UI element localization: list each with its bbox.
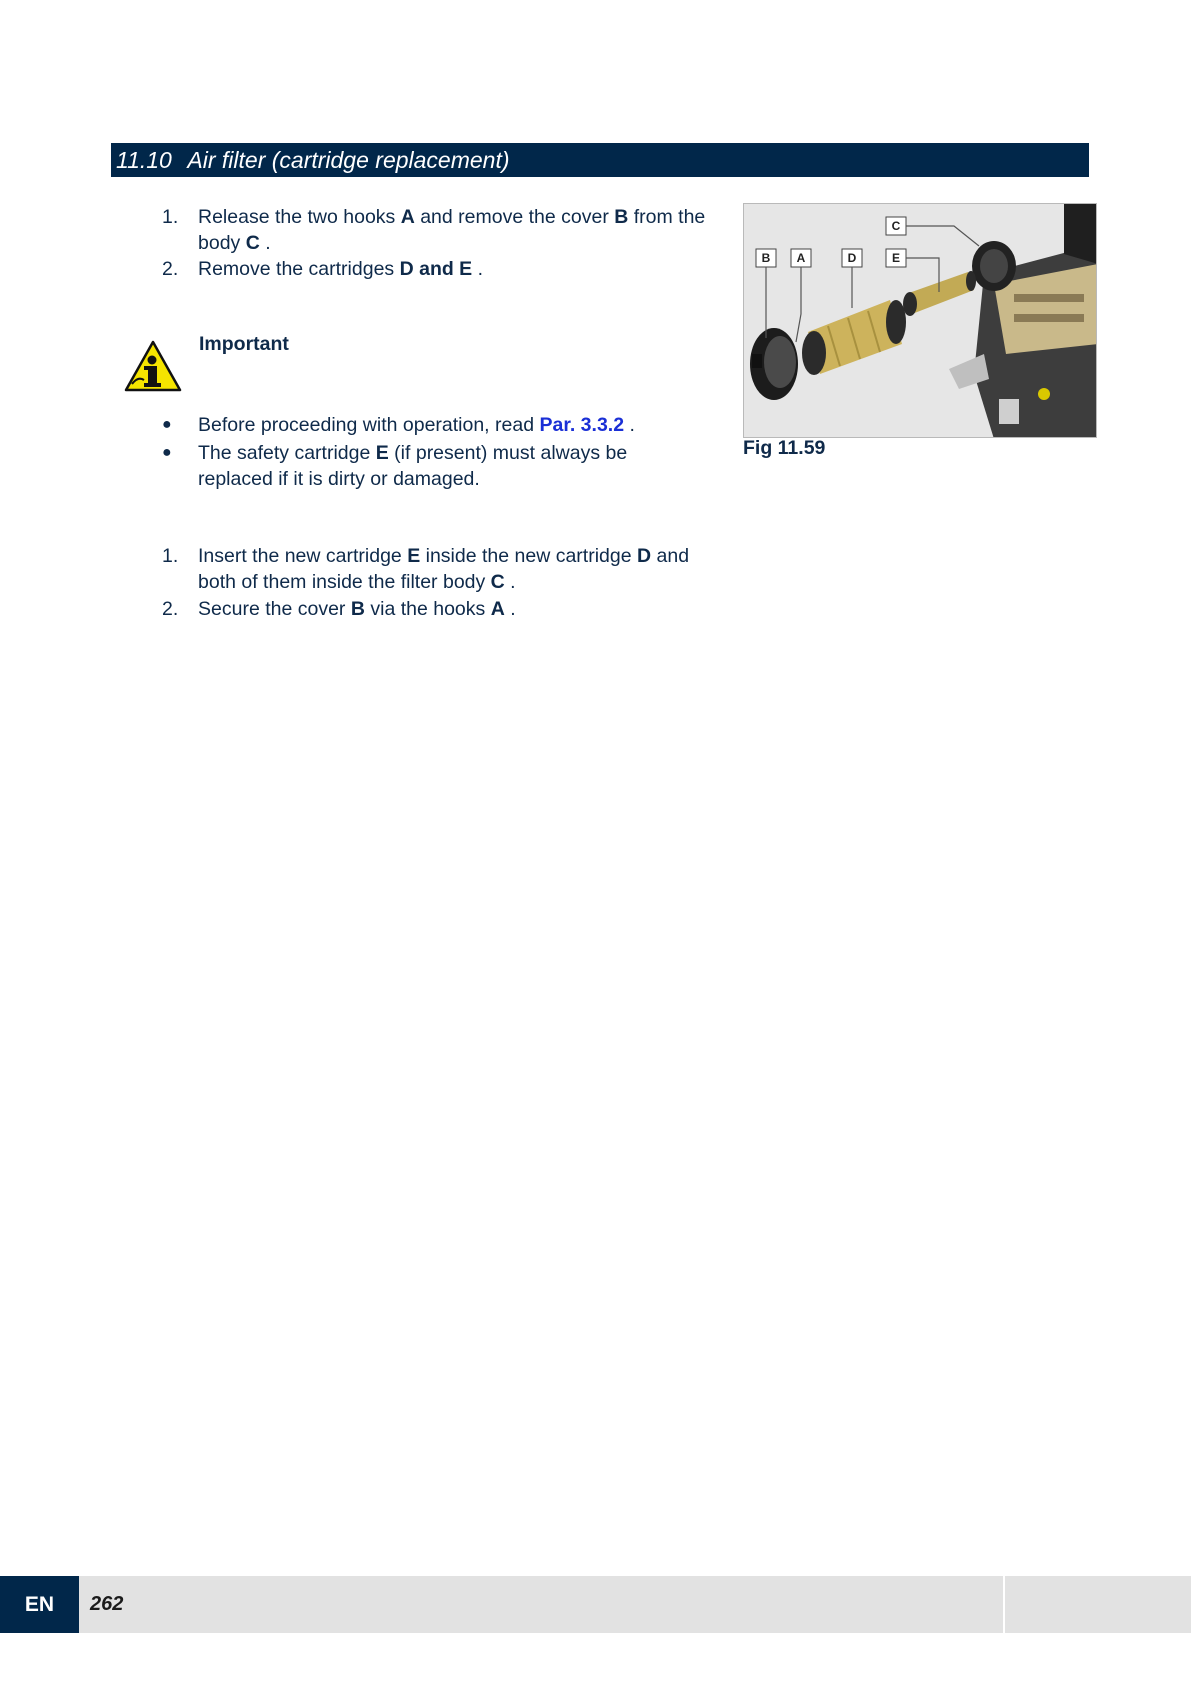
step-number: 1. — [162, 545, 179, 567]
text-run: . — [259, 232, 271, 254]
warning-info-icon — [124, 340, 182, 392]
figure-caption: Fig 11.59 — [743, 437, 826, 459]
text-run: . — [624, 414, 635, 436]
text-run: . — [504, 598, 516, 620]
step-text — [198, 596, 718, 622]
text-run: Insert the new cartridge — [198, 545, 408, 567]
air-filter-illustration — [744, 204, 1097, 438]
step-text — [198, 204, 718, 256]
footer-page-number: 262 — [90, 1593, 124, 1615]
callout-d: D — [847, 251, 857, 265]
bullet-text — [198, 440, 658, 492]
text-run: The safety cartridge — [198, 442, 376, 464]
step-number: 2. — [162, 598, 179, 620]
text-run: . — [504, 571, 516, 593]
bold-reference: D — [637, 545, 652, 567]
bold-reference: C — [490, 571, 505, 593]
section-header — [111, 143, 1089, 177]
text-run: Secure the cover — [198, 598, 351, 620]
callout-c: C — [891, 219, 901, 233]
bullet-text — [198, 412, 718, 438]
text-run: Release the two hooks — [198, 206, 401, 228]
footer-bar — [0, 1576, 1191, 1633]
figure-air-filter — [743, 203, 1097, 438]
bold-reference: B — [350, 598, 365, 620]
text-run: . — [472, 258, 484, 280]
bold-reference: C — [245, 232, 260, 254]
section-title: Air filter (cartridge replacement) — [187, 147, 510, 173]
text-run: via the hooks — [364, 598, 491, 620]
important-label: Important — [199, 333, 289, 355]
callout-a: A — [796, 251, 806, 265]
text-run: and both of them inside the filter body — [198, 545, 690, 593]
step-number: 1. — [162, 206, 179, 228]
bullet-dot: ● — [162, 444, 172, 461]
step-text — [198, 256, 718, 282]
bold-reference: D and E — [399, 258, 473, 280]
footer-language: EN — [0, 1576, 79, 1633]
step-text — [198, 543, 728, 595]
text-run: inside the new cartridge — [420, 545, 637, 567]
bold-reference: E — [375, 442, 389, 464]
step-number: 2. — [162, 258, 179, 280]
callout-b: B — [761, 251, 771, 265]
text-run: (if present) must always be replaced if it is dirty or damaged. — [198, 442, 628, 490]
bold-reference: B — [614, 206, 629, 228]
bold-reference: E — [407, 545, 421, 567]
callout-e: E — [891, 251, 901, 265]
text-run: from the body — [198, 206, 706, 254]
text-run: Before proceeding with operation, read — [198, 414, 540, 436]
section-number: 11.10 — [116, 147, 172, 173]
text-run: and remove the cover — [414, 206, 615, 228]
bullet-dot: ● — [162, 416, 172, 433]
bold-reference: A — [490, 598, 505, 620]
text-run: Remove the cartridges — [198, 258, 400, 280]
bold-reference: A — [400, 206, 415, 228]
footer-divider — [1003, 1576, 1005, 1633]
paragraph-link[interactable]: Par. 3.3.2 — [539, 414, 625, 436]
